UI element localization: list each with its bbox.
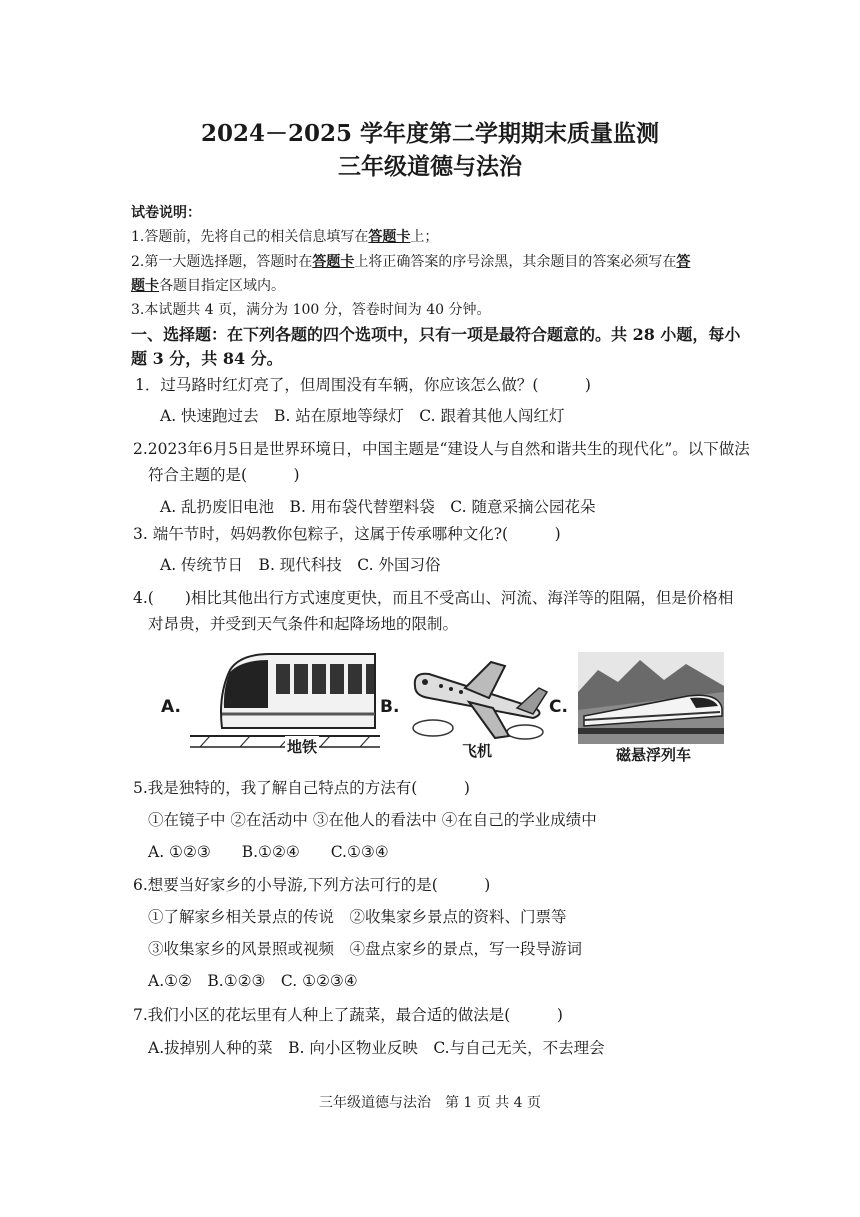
question-2-stem-cont: 符合主题的是( ) bbox=[148, 466, 300, 484]
question-5-items: ①在镜子中 ②在活动中 ③在他人的看法中 ④在自己的学业成绩中 bbox=[148, 811, 597, 829]
option-b-caption: 飞机 bbox=[462, 742, 493, 760]
option-c-caption: 磁悬浮列车 bbox=[616, 746, 692, 764]
option-c-label: C. bbox=[549, 697, 568, 717]
answer-card-label-part: 题卡 bbox=[131, 278, 159, 294]
maglev-train-illustration bbox=[578, 652, 724, 744]
question-7-stem: 7.我们小区的花坛里有人种上了蔬菜，最合适的做法是( ) bbox=[133, 1006, 563, 1024]
option-a-label: A. bbox=[161, 697, 181, 717]
exam-title: 2024－2025 学年度第二学期期末质量监测 bbox=[200, 120, 660, 147]
instruction-1 bbox=[131, 226, 438, 246]
instruction-3: 3.本试题共 4 页，满分为 100 分，答卷时间为 40 分钟。 bbox=[131, 302, 491, 318]
question-1-stem: 1．过马路时红灯亮了，但周围没有车辆，你应该怎么做？( ) bbox=[135, 376, 591, 394]
instruction-1-text: 1.答题前，先将自己的相关信息填写在 bbox=[131, 229, 369, 245]
instruction-2-text: 2.第一大题选择题，答题时在 bbox=[131, 254, 313, 270]
instruction-2 bbox=[131, 251, 690, 271]
answer-card-label: 答题卡 bbox=[368, 229, 411, 245]
question-3-stem: 3. 端午节时，妈妈教你包粽子，这属于传承哪种文化?( ) bbox=[133, 525, 561, 543]
page-footer: 三年级道德与法治 第 1 页 共 4 页 bbox=[318, 1095, 542, 1111]
question-6-items-2: ③收集家乡的风景照或视频 ④盘点家乡的景点，写一段导游词 bbox=[148, 940, 583, 958]
instructions-heading: 试卷说明： bbox=[131, 205, 201, 221]
section-1-heading: 一、选择题：在下列各题的四个选项中，只有一项是最符合题意的。共 28 小题，每小 bbox=[131, 325, 741, 344]
exam-subject: 三年级道德与法治 bbox=[338, 153, 522, 180]
question-1-options: A. 快速跑过去 B. 站在原地等绿灯 C. 跟着其他人闯红灯 bbox=[160, 407, 565, 425]
instruction-1-end: 上； bbox=[410, 229, 439, 245]
question-4-stem: 4.( )相比其他出行方式速度更快，而且不受高山、河流、海洋等的阻隔，但是价格相 bbox=[133, 589, 734, 607]
question-4-stem-cont: 对昂贵，并受到天气条件和起降场地的限制。 bbox=[148, 615, 459, 633]
question-2-stem: 2.2023年6月5日是世界环境日，中国主题是“建设人与自然和谐共生的现代化”。以下做法 bbox=[133, 440, 750, 458]
question-2-options: A. 乱扔废旧电池 B. 用布袋代替塑料袋 C. 随意采摘公园花朵 bbox=[160, 498, 596, 516]
question-7-options: A.拔掉别人种的菜 B. 向小区物业反映 C.与自己无关，不去理会 bbox=[148, 1039, 605, 1057]
question-6-stem: 6.想要当好家乡的小导游,下列方法可行的是( ) bbox=[133, 876, 491, 894]
answer-card-label: 答题卡 bbox=[312, 254, 355, 270]
answer-card-label-part: 答 bbox=[676, 254, 691, 270]
question-3-options: A. 传统节日 B. 现代科技 C. 外国习俗 bbox=[160, 556, 441, 574]
option-a-caption: 地铁 bbox=[287, 738, 318, 756]
question-5-options: A. ①②③ B.①②④ C.①③④ bbox=[148, 843, 389, 861]
section-1-heading-cont: 题 3 分，共 84 分。 bbox=[131, 349, 283, 368]
instruction-2-mid: 上将正确答案的序号涂黑，其余题目的答案必须写在 bbox=[354, 254, 677, 270]
question-6-items-1: ①了解家乡相关景点的传说 ②收集家乡景点的资料、门票等 bbox=[148, 908, 567, 926]
instruction-2-end: 各题目指定区域内。 bbox=[159, 278, 285, 294]
option-b-label: B. bbox=[380, 697, 400, 717]
question-6-options: A.①② B.①②③ C. ①②③④ bbox=[148, 972, 358, 990]
instruction-2-cont bbox=[131, 275, 285, 295]
question-5-stem: 5.我是独特的，我了解自己特点的方法有( ) bbox=[133, 779, 470, 797]
airplane-illustration bbox=[405, 658, 555, 746]
